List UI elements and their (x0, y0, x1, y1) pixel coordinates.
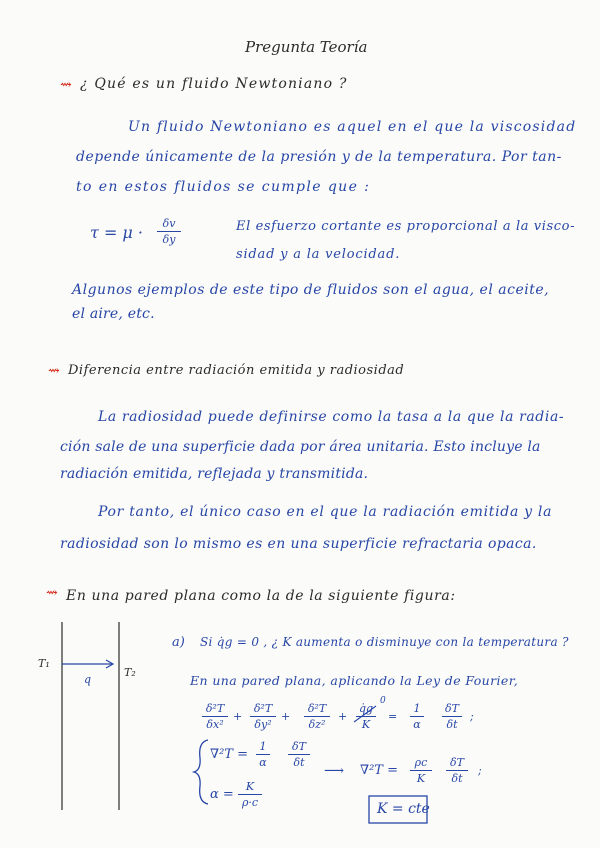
s1-note-line-2: sidad y a la velocidad. (236, 247, 401, 262)
alpha-lhs: α = (210, 787, 234, 802)
brace-one-over-alpha (256, 740, 270, 769)
frac-bar (304, 716, 330, 717)
frac-num: q̇g (358, 702, 374, 715)
plus-sign: + (281, 710, 291, 723)
frac-bar (238, 794, 262, 795)
frac-num: δT (445, 702, 459, 715)
frac-bar (250, 716, 276, 717)
part-a-line-2: En una pared plana, aplicando la Ley de Fourier, (190, 673, 519, 688)
tau-equation: τ = μ · (90, 223, 143, 242)
frac-num: 1 (259, 740, 267, 753)
implies-arrow-icon: ⟶ (324, 763, 345, 779)
frac-den: δt (451, 772, 463, 785)
part-a-question: Si q̇g = 0 , ¿ K aumenta o disminuye con la temperatura ? (200, 635, 569, 649)
zero-mark: 0 (380, 696, 386, 706)
frac-num: ρc (414, 756, 428, 769)
alpha-fraction (238, 780, 262, 809)
frac-den: δx² (206, 718, 224, 731)
frac-bar (446, 770, 468, 771)
s1-para-line-2: depende únicamente de la presión y de la temperatura. Por tan- (76, 149, 562, 165)
one-over-alpha-fraction (410, 702, 424, 731)
frac-bar (288, 754, 310, 755)
s2-para2-line-2: radiosidad son lo mismo es en una superficie refractaria opaca. (60, 536, 537, 552)
s1-note-line-1: El esfuerzo cortante es proporcional a la visco- (236, 219, 576, 234)
brace-dt-dt (288, 740, 310, 769)
s2-para1-line-2: ción sale de una superficie dada por área unitaria. Esto incluye la (60, 439, 541, 455)
frac-num: δT (450, 756, 464, 769)
bullet-arrow-icon: ⇝ (46, 585, 58, 601)
plus-sign: + (233, 710, 243, 723)
s1-examples-line-1: Algunos ejemplos de este tipo de fluidos son el agua, el aceite, (72, 282, 550, 298)
frac-den: δy (162, 233, 176, 246)
d2t-dz2-fraction (304, 702, 330, 731)
s1-examples-line-2: el aire, etc. (72, 306, 155, 322)
frac-num: 1 (413, 702, 421, 715)
frac-bar (256, 754, 270, 755)
laplacian-lhs: ∇²T = (210, 747, 248, 762)
frac-den: K (416, 772, 426, 785)
s1-para-line-1: Un fluido Newtoniano es aquel en el que la viscosidad (128, 119, 577, 135)
boxed-result: K = cte (377, 801, 430, 817)
question-1: ¿ Qué es un fluido Newtoniano ? (80, 76, 348, 92)
bullet-arrow-icon: ⇝ (48, 363, 60, 379)
s2-para1-line-1: La radiosidad puede definirse como la tasa a la que la radia- (98, 409, 565, 425)
frac-bar (356, 716, 376, 717)
d2t-dx2-fraction (202, 702, 228, 731)
result-rhoc-k (410, 756, 432, 785)
frac-den: δt (293, 756, 305, 769)
result-lhs: ∇²T = (360, 763, 398, 778)
frac-num: δ²T (253, 702, 273, 715)
result-dt-dt (446, 756, 468, 785)
question-3: En una pared plana como la de la siguiente figura: (66, 588, 456, 604)
frac-den: δz² (308, 718, 326, 731)
frac-den: K (361, 718, 371, 731)
page-title: Pregunta Teoría (245, 38, 368, 56)
frac-num: K (245, 780, 255, 793)
frac-den: α (413, 718, 421, 731)
frac-den: ρ·c (241, 796, 259, 809)
dt-dt-fraction (442, 702, 462, 731)
semicolon: ; (470, 710, 474, 723)
frac-bar (410, 716, 424, 717)
result-semicolon: ; (478, 764, 482, 777)
diagram-t2-label: T₂ (124, 666, 136, 679)
frac-num: δ²T (205, 702, 225, 715)
s2-para1-line-3: radiación emitida, reflejada y transmitida. (60, 466, 369, 482)
frac-den: δt (446, 718, 458, 731)
diagram-q-label: q (84, 673, 92, 686)
plus-sign: + (338, 710, 348, 723)
diagram-t1-label: T₁ (38, 657, 50, 670)
frac-den: α (259, 756, 267, 769)
frac-num: δ²T (307, 702, 327, 715)
frac-bar (410, 770, 432, 771)
s2-para2-line-1: Por tanto, el único caso en el que la radiación emitida y la (98, 504, 553, 520)
s1-para-line-3: to en estos fluidos se cumple que : (76, 179, 371, 195)
part-a-label: a) (172, 635, 185, 650)
question-2: Diferencia entre radiación emitida y radiosidad (68, 363, 405, 378)
frac-den: δy² (254, 718, 272, 731)
frac-num: δv (162, 217, 176, 230)
equals-sign: = (388, 710, 398, 723)
bullet-arrow-icon: ⇝ (60, 77, 72, 93)
frac-num: δT (292, 740, 306, 753)
frac-bar (202, 716, 228, 717)
qg-k-fraction (356, 702, 376, 731)
d2t-dy2-fraction (250, 702, 276, 731)
frac-bar (442, 716, 462, 717)
